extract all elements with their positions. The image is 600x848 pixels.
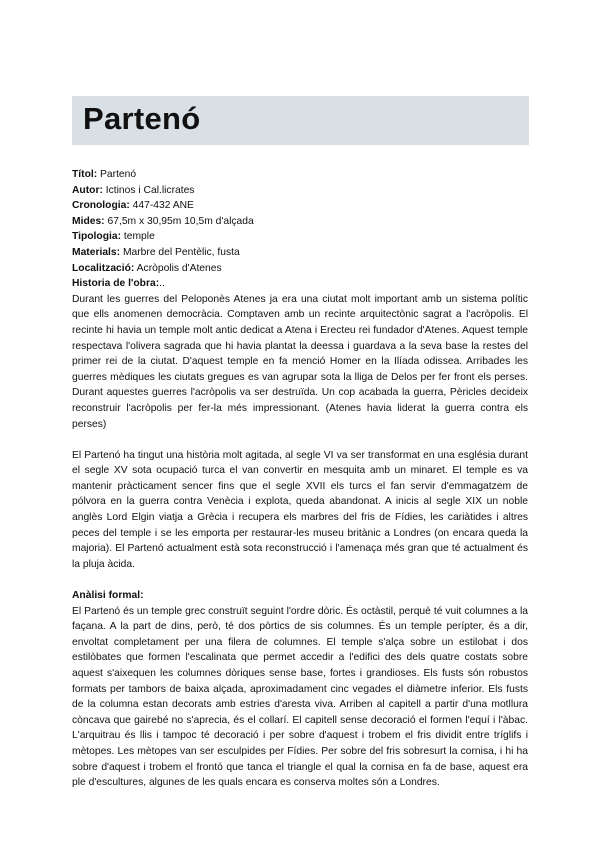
history-paragraph-1: Durant les guerres del Peloponès Atenes ja era una ciutat molt important amb un sistema polític que ells anomenen democràcia. Comptaven amb un recinte arquitectònic sagrat a l'acròpolis. El recinte hi havia un temple molt antic dedicat a Atena i Erecteu rei fundador d'Atenes. Aquest temple respectava l'olivera sagrada que hi havia plantat la deessa i guardava a la seva base la restes del primer rei de la ciutat. D'aquest temple en fa menció Homer en la Ilíada odissea. Arribades les guerres mèdiques les ciutats gregues es van agrupar sota la lliga de Delos per fer front els perses. Durant aquestes guerres l'acròpolis va ser destruïda. Un cop acabada la guerra, Pèricles decideix reconstruir l'acròpolis per fer-la més impressionant. (Atenes havia liderat la guerra contra els perses) bbox=[72, 293, 528, 430]
title-banner bbox=[72, 96, 529, 145]
meta-localitzacio bbox=[72, 261, 528, 277]
meta-mides bbox=[72, 214, 528, 230]
meta-label: Materials: bbox=[72, 246, 121, 258]
meta-materials bbox=[72, 245, 528, 261]
meta-value: 67,5m x 30,95m 10,5m d'alçada bbox=[107, 215, 254, 227]
meta-value: temple bbox=[123, 231, 155, 243]
meta-value: Acròpolis d'Atenes bbox=[136, 262, 222, 274]
analysis-heading: Anàlisi formal: bbox=[72, 590, 144, 602]
history-paragraph-2: El Partenó ha tingut una història molt agitada, al segle VI va ser transformat en una església durant el segle XV sota ocupació turca el van convertir en mesquita amb un minaret. El temple es va mantenir pràcticament sencer fins que el segle XVII els turcs el fan servir d'emmagatzem de pólvora en la guerra contra Venècia i explota, queda abandonat. A inicis al segle XIX un noble anglès Lord Elgin viatja a Grècia i recupera els marbres del fris de Fídies, les cariàtides i altres peces del temple i se les emporta per restaurar-les museu britànic a Londres (on encara queda la majoria). El Partenó actualment està sota reconstrucció i l'amenaça més gran que té actualment és la pluja àcida. bbox=[72, 449, 528, 570]
meta-label: Tipologia: bbox=[72, 231, 122, 243]
meta-label: Autor: bbox=[72, 184, 103, 196]
meta-label: Localització: bbox=[72, 262, 135, 274]
page-title: Partenó bbox=[83, 101, 201, 136]
meta-value: Partenó bbox=[100, 169, 137, 180]
analysis-paragraph: El Partenó és un temple grec construït seguint l'ordre dòric. És octàstil, perquè té vuit columnes a la façana. A la part de dins, però, té dos pòrtics de sis columnes. És un temple perípter, és a dir, envoltat completament per una filera de columnes. El temple s'alça sobre un estilobat i dos estilòbates que formen l'escalinata que permet accedir a l'edifici des dels quatre costats sobre aquest s'aixequen les columnes dòriques sense base, fortes i grandioses. Els fusts són robustos formats per tambors de baixa alçada, aproximadament cinc vegades el diàmetre inferior. Els fusts de la columna estan decorats amb estries d'aresta viva. Arriben al capitell a partir d'una motllura còncava que gairebé no s'aprecia, és el collarí. El capitell sense decoració el formen l'equí i l'àbac. L'arquitrau és llis i tampoc té decoració i per sobre d'aquest i trobem el fris dividit entre tríglifs i mètopes. Les mètopes van ser esculpides per Fídies. Per sobre del fris sobresurt la cornisa, i hi ha sobre d'aquest i trobem el frontó que tanca el triangle el qual la cornisa en fa de base, aquest era ple d'escultures, algunes de les quals encara es conserva moltes són a Londres. bbox=[72, 605, 528, 789]
meta-cronologia bbox=[72, 198, 528, 214]
meta-value: Ictinos i Cal.licrates bbox=[105, 184, 195, 196]
meta-autor bbox=[72, 183, 528, 199]
meta-value: 447-432 ANE bbox=[132, 200, 194, 212]
document-body bbox=[72, 167, 528, 791]
meta-titol bbox=[72, 167, 528, 183]
meta-label: Mides: bbox=[72, 215, 105, 227]
paragraph-gap bbox=[72, 572, 528, 588]
meta-label: Historia de l'obra: bbox=[72, 278, 160, 290]
meta-label: Cronologia: bbox=[72, 200, 130, 212]
paragraph-gap bbox=[72, 432, 528, 448]
meta-value: Marbre del Pentèlic, fusta bbox=[122, 246, 240, 258]
meta-label: Títol: bbox=[72, 169, 98, 180]
meta-historia bbox=[72, 276, 528, 292]
meta-tipologia bbox=[72, 229, 528, 245]
meta-value: .. bbox=[159, 278, 165, 290]
